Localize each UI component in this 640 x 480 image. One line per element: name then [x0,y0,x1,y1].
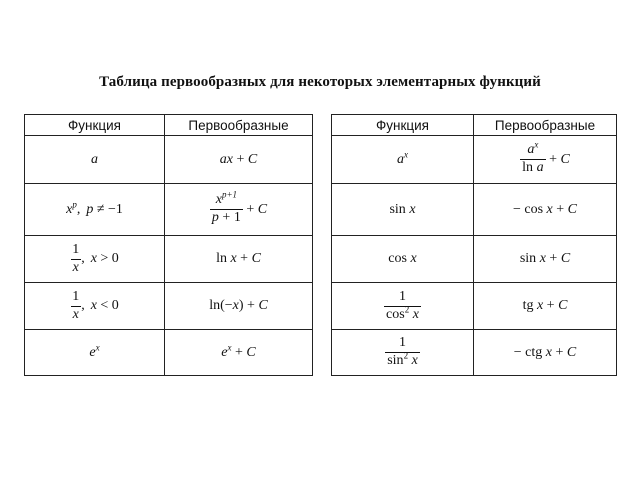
antiderivatives-table-left [24,114,313,376]
antiderivative-cell: ln(−x) + C [165,283,313,330]
table-row [332,330,617,376]
table-row [25,136,313,184]
antiderivative-cell: sin x + C [474,236,617,283]
antiderivative-cell: tg x + C [474,283,617,330]
table-row [332,136,617,184]
header-antiderivative: Первообразные [165,115,313,136]
antiderivative-cell: ln x + C [165,236,313,283]
table-row [332,283,617,330]
function-cell: $\frac{1}{\sin^2 x}$ [332,330,474,376]
function-cell: a [25,136,165,184]
table-row [332,236,617,283]
header-function: Функция [332,115,474,136]
antiderivative-cell: − ctg x + C [474,330,617,376]
table-row [332,184,617,236]
antiderivative-cell: $\frac{a^x}{\text{ln a}}$ + C [474,136,617,184]
table-row [25,283,313,330]
table-title: Таблица первообразных для некоторых элементарных функций [99,74,541,90]
antiderivative-cell: $\frac{x^{p+1}}{p + 1}$ + C [165,184,313,236]
antiderivative-cell: ax + C [165,136,313,184]
function-cell: $a^x$ [332,136,474,184]
table-row [25,330,313,376]
table-row [25,236,313,283]
header-function: Функция [25,115,165,136]
function-cell: cos x [332,236,474,283]
function-cell: $e^x$ [25,330,165,376]
function-cell: $x^p$, p ≠ −1 [25,184,165,236]
header-row [25,115,313,136]
function-cell: sin x [332,184,474,236]
function-cell: $\frac{1}{x}$ , x > 0 [25,236,165,283]
antiderivatives-table-right [331,114,617,376]
function-cell: $\frac{1}{\cos^2 x}$ [332,283,474,330]
table-row [25,184,313,236]
header-antiderivative: Первообразные [474,115,617,136]
header-row [332,115,617,136]
antiderivative-cell: $e^x + C$ [165,330,313,376]
function-cell: $\frac{1}{x}$ , x < 0 [25,283,165,330]
antiderivative-cell: − cos x + C [474,184,617,236]
